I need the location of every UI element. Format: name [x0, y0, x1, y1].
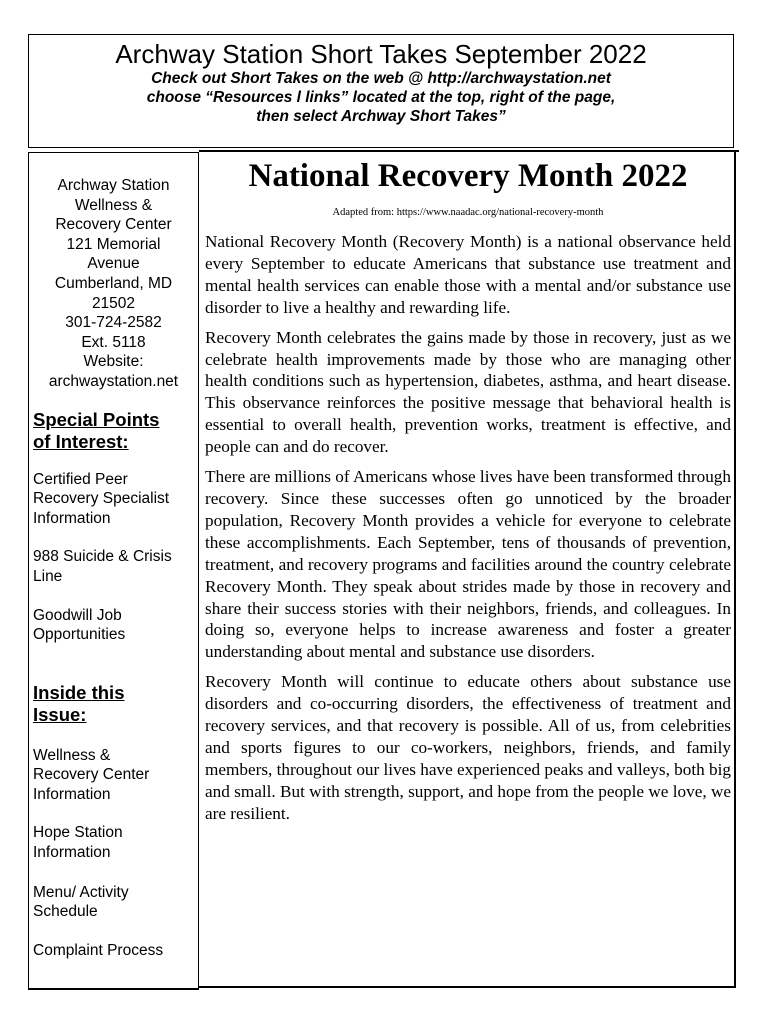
item-line: Recovery Specialist — [33, 490, 170, 508]
inside-issue-item — [29, 883, 198, 922]
special-points-heading — [29, 409, 198, 453]
item-line: Information — [33, 844, 111, 862]
item-line: Schedule — [33, 903, 98, 921]
article — [205, 156, 731, 833]
address-line: Cumberland, MD — [54, 274, 173, 292]
article-source: Adapted from: https://www.naadac.org/national-recovery-month — [332, 207, 604, 218]
address-line: Wellness & — [74, 196, 153, 214]
website-url: archwaystation.net — [48, 372, 179, 390]
newsletter-title: Archway Station Short Takes September 2022 — [115, 39, 647, 69]
article-paragraph: National Recovery Month (Recovery Month) is a national observance held every September to educate Americans that substance use treatment and mental health services can enable those with a mental and/or substance use disorder to live a healthy and rewarding life. — [205, 232, 731, 317]
inside-issue-item — [29, 746, 198, 805]
article-right-rule — [734, 150, 736, 988]
item-line: Recovery Center — [33, 766, 150, 784]
address-line: Avenue — [87, 255, 140, 273]
address-line: 21502 — [91, 294, 136, 312]
phone-extension: Ext. 5118 — [81, 333, 146, 351]
item-line: Goodwill Job — [33, 606, 122, 624]
website-label: Website: — [83, 353, 144, 371]
special-point-item — [29, 606, 198, 645]
address-line: 121 Memorial — [66, 235, 161, 253]
inside-issue-heading — [29, 682, 198, 726]
item-line: 988 Suicide & Crisis — [33, 548, 172, 566]
article-paragraph: Recovery Month celebrates the gains made by those in recovery, just as we celebrate health improvements made by those who are managing other health conditions such as hypertension, diabetes, asthma, and heart disease. This observance reinforces the positive message that behavioral health is essential to overall health, prevention works, treatment is effective, and people can and do recover. — [205, 327, 731, 457]
heading-line: Inside this — [33, 681, 125, 703]
heading-line: Special Points — [33, 408, 160, 430]
heading-line: of Interest: — [33, 430, 129, 452]
item-line: Information — [33, 785, 111, 803]
address-line: Archway Station — [57, 177, 170, 194]
item-line: Opportunities — [33, 626, 126, 644]
web-instructions-line-2: choose “Resources l links” located at the top, right of the page, — [146, 89, 616, 106]
header-divider — [199, 150, 739, 152]
sidebar — [28, 152, 199, 990]
heading-line: Issue: — [33, 703, 87, 725]
item-line: Line — [33, 567, 63, 585]
item-line: Information — [33, 509, 111, 527]
article-paragraph: Recovery Month will continue to educate others about substance use disorders and co-occurring disorders, the effectiveness of treatment and recovery services, and that recovery is possible. All of us, from celebrities and sports figures to our co-workers, neighbors, friends, and family members, throughout our lives have experienced peaks and valleys, both big and small. But with strength, support, and hope from the people we love, we are resilient. — [205, 672, 731, 823]
article-bottom-rule — [199, 986, 736, 988]
address-line: Recovery Center — [55, 216, 172, 234]
masthead — [28, 34, 734, 148]
item-line: Menu/ Activity — [33, 883, 129, 901]
item-line: Complaint Process — [33, 941, 164, 959]
phone-number: 301-724-2582 — [65, 314, 162, 332]
item-line: Wellness & — [33, 746, 111, 764]
web-instructions-line-1: Check out Short Takes on the web @ http://archwaystation.net — [151, 70, 611, 87]
item-line: Certified Peer — [33, 470, 128, 488]
special-point-item — [29, 470, 198, 529]
inside-issue-item — [29, 823, 198, 862]
article-paragraph: There are millions of Americans whose lives have been transformed through recovery. Since these successes often go unnoticed by the broader population, Recovery Month provides a vehicle for everyone to celebrate these accomplishments. Each September, tens of thousands of prevention, treatment, and recovery programs and facilities around the country celebrate Recovery Month. They speak about strides made by those in recovery and share their success stories with their neighbors, friends, and colleagues. In doing so, everyone helps to increase awareness and foster a greater understanding about mental and substance use disorders. — [205, 467, 731, 662]
contact-address — [29, 176, 198, 392]
web-instructions-line-3: then select Archway Short Takes” — [256, 108, 506, 125]
inside-issue-item — [29, 941, 198, 961]
special-point-item — [29, 547, 198, 586]
article-headline: National Recovery Month 2022 — [248, 158, 688, 194]
item-line: Hope Station — [33, 824, 123, 842]
